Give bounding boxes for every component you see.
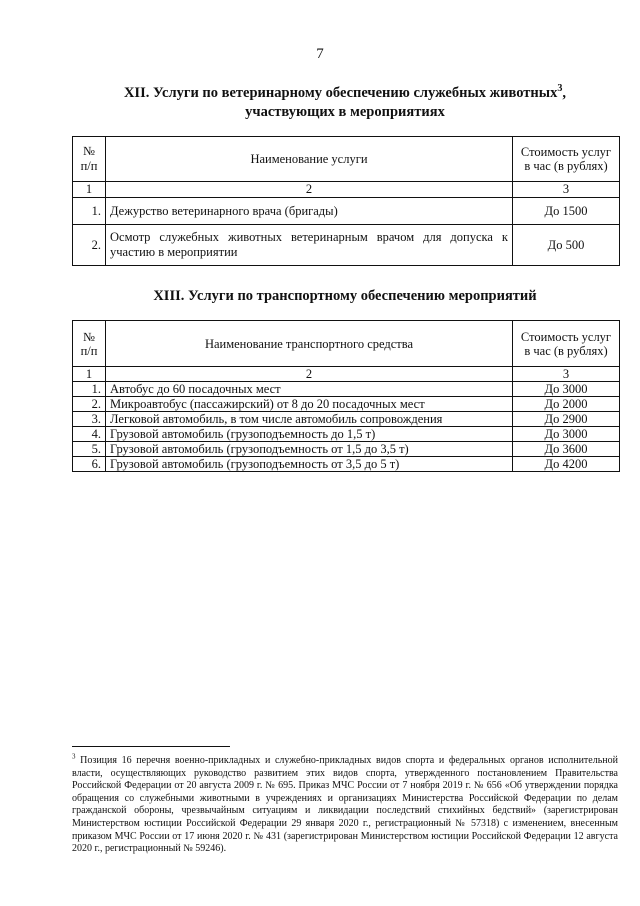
footnote-marker: 3 bbox=[72, 752, 76, 761]
row-vehicle-name: Легковой автомобиль, в том числе автомобиль сопровождения bbox=[106, 412, 513, 427]
row-service-name: Дежурство ветеринарного врача (бригады) bbox=[106, 198, 513, 225]
row-num: 1. bbox=[73, 382, 106, 397]
page-number: 7 bbox=[316, 46, 324, 62]
index-cell: 1 bbox=[73, 367, 106, 382]
table-row bbox=[73, 198, 620, 225]
row-num: 6. bbox=[73, 457, 106, 472]
table-row bbox=[73, 225, 620, 266]
row-cost: До 2900 bbox=[513, 412, 620, 427]
header-cost: Стоимость услуг в час (в рублях) bbox=[513, 137, 620, 182]
row-cost: До 3600 bbox=[513, 442, 620, 457]
table-header-row bbox=[73, 321, 620, 367]
row-num: 3. bbox=[73, 412, 106, 427]
table-row bbox=[73, 457, 620, 472]
index-cell: 3 bbox=[513, 367, 620, 382]
header-service-name: Наименование услуги bbox=[106, 137, 513, 182]
transport-services-table bbox=[72, 320, 620, 472]
row-num: 4. bbox=[73, 427, 106, 442]
table-row bbox=[73, 397, 620, 412]
row-service-name: Осмотр служебных животных ветеринарным врачом для допуска к участию в мероприятии bbox=[106, 225, 513, 266]
header-num: № п/п bbox=[73, 137, 106, 182]
row-cost: До 2000 bbox=[513, 397, 620, 412]
veterinary-services-table bbox=[72, 136, 620, 266]
row-cost: До 500 bbox=[513, 225, 620, 266]
row-cost: До 3000 bbox=[513, 382, 620, 397]
table-index-row bbox=[73, 367, 620, 382]
header-cost: Стоимость услуг в час (в рублях) bbox=[513, 321, 620, 367]
row-num: 1. bbox=[73, 198, 106, 225]
row-vehicle-name: Автобус до 60 посадочных мест bbox=[106, 382, 513, 397]
row-num: 2. bbox=[73, 397, 106, 412]
table-row bbox=[73, 427, 620, 442]
table-row bbox=[73, 382, 620, 397]
row-vehicle-name: Микроавтобус (пассажирский) от 8 до 20 посадочных мест bbox=[106, 397, 513, 412]
section-12-title: XII. Услуги по ветеринарному обеспечению служебных животных$^3$, участвующих в мероприятиях bbox=[123, 83, 567, 120]
footnote bbox=[72, 752, 618, 856]
index-cell: 2 bbox=[106, 367, 513, 382]
row-vehicle-name: Грузовой автомобиль (грузоподъемность от 1,5 до 3,5 т) bbox=[106, 442, 513, 457]
table-row bbox=[73, 412, 620, 427]
footnote-separator bbox=[72, 746, 230, 747]
index-cell: 3 bbox=[513, 182, 620, 198]
table-index-row bbox=[73, 182, 620, 198]
section-13-title: XIII. Услуги по транспортному обеспечению мероприятий bbox=[153, 288, 537, 304]
row-vehicle-name: Грузовой автомобиль (грузоподъемность от 3,5 до 5 т) bbox=[106, 457, 513, 472]
footnote-reference[interactable]: 3 bbox=[557, 83, 563, 95]
row-vehicle-name: Грузовой автомобиль (грузоподъемность до 1,5 т) bbox=[106, 427, 513, 442]
footnote-text: Позиция 16 перечня военно-прикладных и служебно-прикладных видов спорта и федеральных органов исполнительной власти, осуществляющих руководство развитием этих видов спорта, утвержденного постановлением Правительства Российской Федерации от 20 августа 2009 г. № 695. Приказ МЧС России от 7 ноября 2019 г. № 656 «Об утверждении порядка обращения со служебными животными в учреждениях и организациях Министерства Российской Федерации по делам гражданской обороны, чрезвычайным ситуациям и ликвидации последствий стихийных бедствий» (зарегистрирован Министерством юстиции Российской Федерации 29 января 2020 г., регистрационный № 57318) с изменением, внесенным приказом МЧС России от 17 июня 2020 г. № 431 (зарегистрирован Министерством юстиции Российской Федерации 12 августа 2020 г., регистрационный № 59246). bbox=[72, 755, 618, 855]
index-cell: 2 bbox=[106, 182, 513, 198]
row-num: 2. bbox=[73, 225, 106, 266]
row-cost: До 3000 bbox=[513, 427, 620, 442]
table-header-row bbox=[73, 137, 620, 182]
table-row bbox=[73, 442, 620, 457]
row-num: 5. bbox=[73, 442, 106, 457]
section-12-title-line1: XII. Услуги по ветеринарному обеспечению служебных животных bbox=[123, 85, 558, 101]
section-12-title-line2: участвующих в мероприятиях bbox=[245, 104, 445, 120]
header-num: № п/п bbox=[73, 321, 106, 367]
row-cost: До 1500 bbox=[513, 198, 620, 225]
row-cost: До 4200 bbox=[513, 457, 620, 472]
index-cell: 1 bbox=[73, 182, 106, 198]
header-vehicle-name: Наименование транспортного средства bbox=[106, 321, 513, 367]
